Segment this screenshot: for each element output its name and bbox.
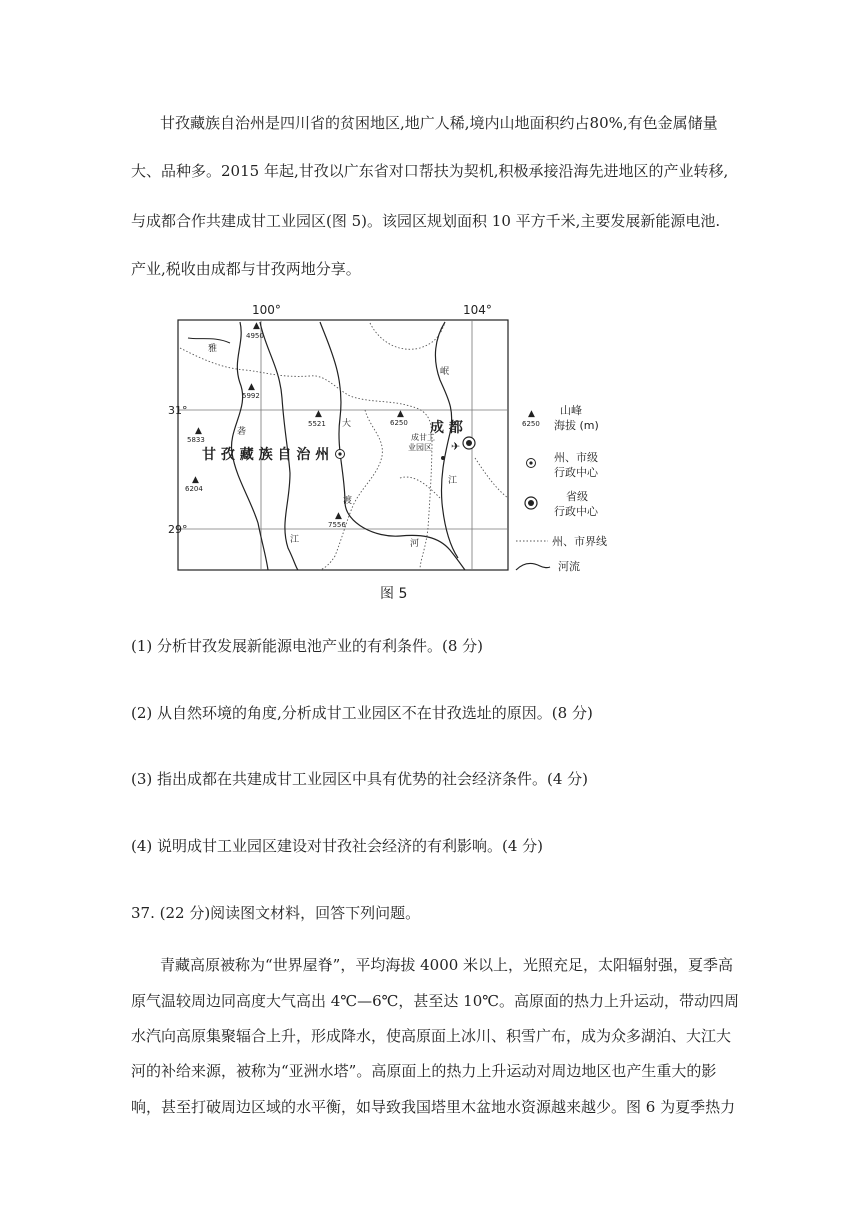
figure-caption: 图 5 [380,586,408,602]
river-label: 大 [342,419,352,429]
legend-peak-value: 6250 [522,420,540,428]
yalong-river [232,322,268,570]
peak-label: 5521 [308,420,326,428]
river-label: 江 [290,535,300,545]
legend-boundary-label: 州、市界线 [552,535,607,548]
peak-label: 5992 [242,392,260,400]
lon-label-left: 100° [252,303,281,317]
peak-label: 4950 [246,332,264,340]
legend-pref-label-1: 州、市级 [554,451,598,464]
legend-peak-label-1: 山峰 [560,404,582,417]
lon-label-right: 104° [463,303,492,317]
prov-center-dot [466,440,472,446]
pref-boundary-4 [370,322,445,349]
map-figure-5 [170,298,630,580]
region-label: 甘 孜 藏 族 自 治 州 [202,447,330,463]
question-2: (2) 从自然环境的角度,分析成甘工业园区不在甘孜选址的原因。(8 分) [131,704,593,722]
park-label-1: 成甘工 [411,433,435,442]
pref-boundary-3 [400,477,440,498]
chengdu-label: 成 都 [430,420,463,436]
question-1: (1) 分析甘孜发展新能源电池产业的有利条件。(8 分) [131,637,484,655]
legend-prov-dot [528,500,534,506]
legend-river-label: 河流 [558,560,580,573]
river-label: 江 [448,476,458,486]
pref-center-dot [338,452,341,455]
lat-label-bottom: 29° [168,523,188,536]
peak-label: 7556 [328,521,346,529]
peak-marker: ▲ [397,409,404,419]
river-label: 砻 [237,427,247,437]
peak-marker: ▲ [192,475,199,485]
river-branch [188,338,230,343]
peak-marker: ▲ [253,321,260,331]
intro-line-2: 大、品种多。2015 年起,甘孜以广东省对口帮扶为契机,积极承接沿海先进地区的产业转移, [131,162,729,180]
peak-marker: ▲ [248,382,255,392]
q37-header: 37. (22 分)阅读图文材料，回答下列问题。 [131,904,421,922]
q37-line-5: 响，甚至打破周边区域的水平衡，如导致我国塔里木盆地水资源越来越少。图 6 为夏季热力 [131,1098,736,1116]
river-label: 雅 [208,344,218,354]
pref-boundary-5 [475,458,508,498]
peak-label: 6204 [185,485,203,493]
q37-line-4: 河的补给来源，被称为“亚洲水塔”。高原面上的热力上升运动对周边地区也产生重大的影 [131,1062,717,1080]
lat-label-top: 31° [168,404,188,417]
tributary-river [260,322,298,570]
legend-peak-icon: ▲ [528,409,535,419]
river-label: 岷 [440,367,450,377]
airport-icon: ✈ [451,440,461,453]
question-3: (3) 指出成都在共建成甘工业园区中具有优势的社会经济条件。(4 分) [131,770,589,788]
legend-prov-label-2: 行政中心 [554,505,598,518]
peak-marker: ▲ [195,426,202,436]
question-4: (4) 说明成甘工业园区建设对甘孜社会经济的有利影响。(4 分) [131,837,544,855]
peak-marker: ▲ [315,409,322,419]
peak-label: 5833 [187,436,205,444]
park-label-2: 业园区 [408,443,432,452]
pref-boundary-2 [320,410,382,570]
river-label: 河 [410,539,420,549]
peaks [185,321,408,529]
dadu-river [320,322,465,570]
river-label: 渡 [343,496,353,506]
q37-line-2: 原气温较周边同高度大气高出 4℃—6℃，甚至达 10℃。高原面的热力上升运动，带动四周 [131,992,740,1010]
q37-line-1: 青藏高原被称为“世界屋脊”，平均海拔 4000 米以上，光照充足，太阳辐射强，夏季高 [160,956,734,974]
park-dot [441,456,445,460]
legend-pref-label-2: 行政中心 [554,466,598,479]
peak-marker: ▲ [335,511,342,521]
intro-line-1: 甘孜藏族自治州是四川省的贫困地区,地广人稀,境内山地面积约占80%,有色金属储量 [160,114,718,132]
intro-line-4: 产业,税收由成都与甘孜两地分享。 [131,260,361,278]
legend [516,403,607,573]
q37-line-3: 水汽向高原集聚辐合上升，形成降水，使高原面上冰川、积雪广布，成为众多湖泊、大江大 [131,1027,732,1045]
legend-pref-dot [529,461,532,464]
intro-line-3: 与成都合作共建成甘工业园区(图 5)。该园区规划面积 10 平方千米,主要发展新能源电池. [131,212,721,230]
legend-river-line [516,563,550,570]
peak-label: 6250 [390,419,408,427]
legend-peak-label-2: 海拔 (m) [554,419,599,432]
legend-prov-label-1: 省级 [566,490,588,503]
